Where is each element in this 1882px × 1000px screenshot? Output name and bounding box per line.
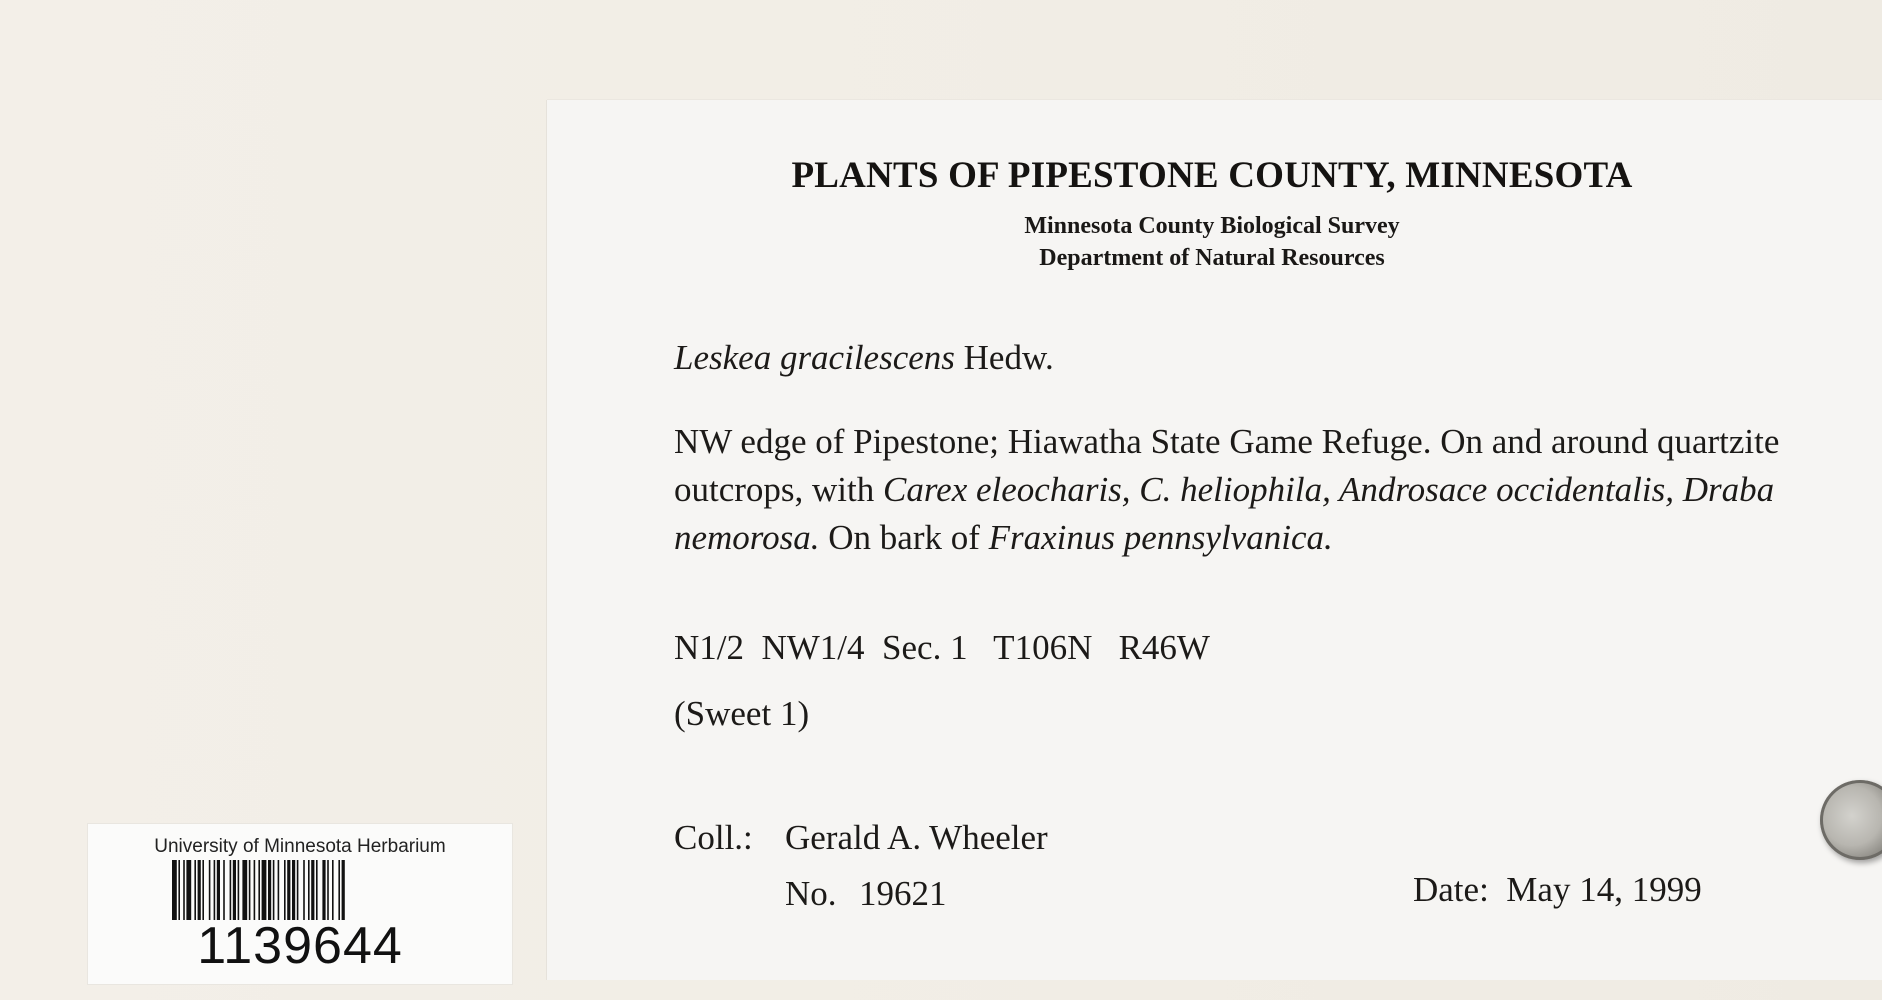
locality-text: [674, 418, 1814, 562]
site-note: (Sweet 1): [674, 694, 810, 733]
barcode-institution: University of Minnesota Herbarium: [154, 836, 446, 857]
township-range-section: N1/2 NW1/4 Sec. 1 T106N R46W: [674, 628, 1210, 667]
specimen-label: [547, 100, 1882, 980]
species-line: [674, 338, 1054, 378]
host-species: Fraxinus pennsylvanica.: [988, 518, 1333, 557]
number-label: No.: [785, 874, 837, 913]
locality-part2: On bark of: [819, 518, 989, 557]
barcode-sticker: [88, 824, 512, 984]
associated-species: Carex eleocharis, C. heliophila, Androsace occidentalis, Draba nemorosa.: [674, 470, 1775, 557]
barcode-number: 1139644: [197, 917, 403, 975]
department-name: Department of Natural Resources: [1039, 245, 1385, 271]
species-author: Hedw.: [963, 338, 1054, 377]
species-name: Leskea gracilescens: [674, 338, 955, 377]
barcode-icon: [172, 860, 424, 920]
survey-name: Minnesota County Biological Survey: [1024, 213, 1400, 239]
collector-label: Coll.:: [674, 818, 753, 857]
collection-date: Date: May 14, 1999: [1413, 870, 1702, 909]
collection-number: 19621: [859, 874, 947, 913]
locality-part1: NW edge of Pipestone; Hiawatha State Game Refuge. On and around quartzite outcrops, with: [674, 422, 1780, 509]
label-title: PLANTS OF PIPESTONE COUNTY, MINNESOTA: [791, 155, 1633, 196]
label-subtitle: [658, 210, 1766, 274]
collector-name: Gerald A. Wheeler: [785, 818, 1048, 857]
